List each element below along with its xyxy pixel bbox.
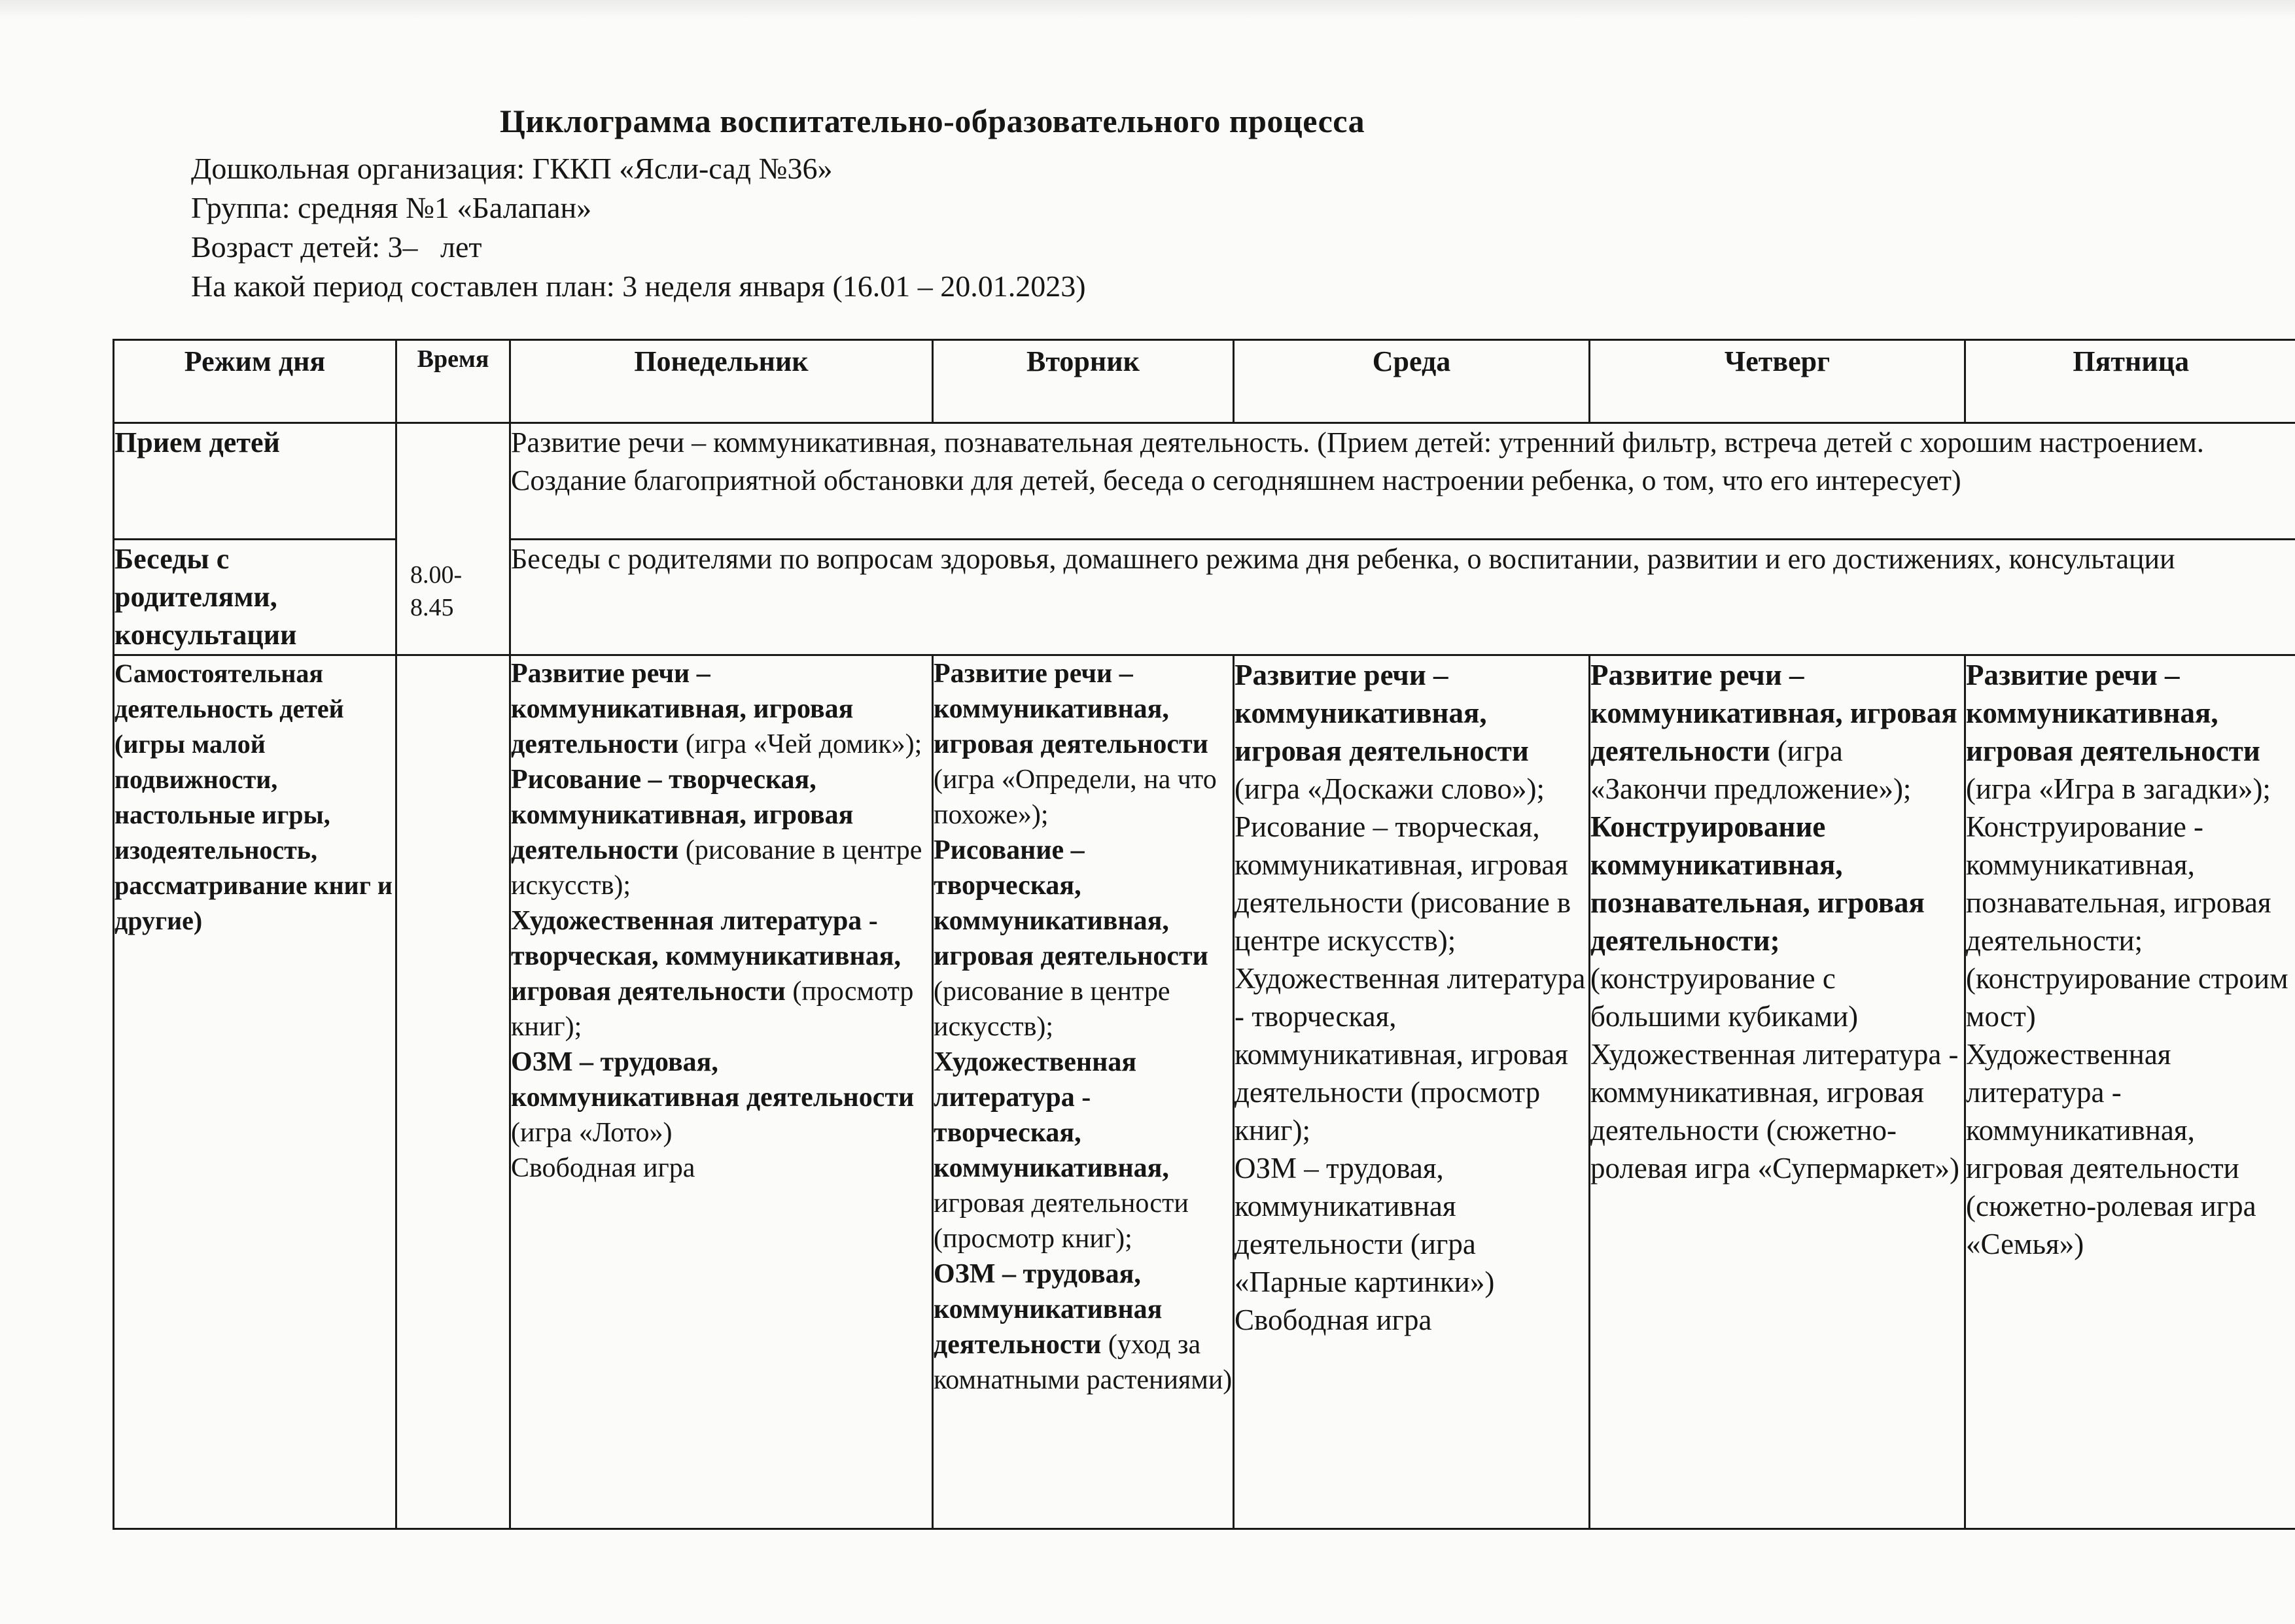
activity-title: Развитие речи – коммуникативная, игровая деятельности	[1590, 659, 1957, 767]
friday-cell	[1965, 655, 2295, 1529]
activity-item	[934, 656, 1233, 833]
activity-item	[1590, 1035, 1964, 1187]
activity-title: ОЗМ – трудовая, коммуникативная деятельности	[511, 1047, 915, 1113]
activity-detail: Художественная литература - коммуникативная, игровая деятельности (сюжетно-ролевая игра «Супермаркет»)	[1590, 1038, 1959, 1184]
parents-text-cell	[510, 540, 2295, 655]
activity-detail: Рисование – творческая, коммуникативная, игровая деятельности (рисование в центре искусств);	[1235, 810, 1571, 957]
document-title: Циклограмма воспитательно-образовательного процесса	[499, 103, 1365, 139]
activity-detail: (игра «Закончи предложение»);	[1590, 734, 1912, 805]
reception-text-cell	[510, 423, 2295, 540]
meta-age: Возраст детей: 3– лет	[191, 230, 482, 264]
meta-group: Группа: средняя №1 «Балапан»	[191, 191, 592, 224]
wednesday-cell	[1234, 655, 1590, 1529]
row-independent	[114, 655, 2295, 1529]
activity-item	[1966, 1035, 2295, 1263]
monday-activities	[511, 656, 932, 1186]
activity-detail: Художественная литература - творческая, коммуникативная, игровая деятельности (просмотр книг);	[1235, 962, 1586, 1147]
reception-text: Развитие речи – коммуникативная, познавательная деятельность. (Прием детей: утренний фильтр, встреча детей с хорошим настроением. Создание благоприятной обстановки для детей, беседа о сегодняшнем настроении ребенка, о том, что его интересует)	[511, 426, 2204, 496]
activity-detail: ОЗМ – трудовая, коммуникативная деятельности (игра «Парные картинки»)	[1235, 1152, 1495, 1298]
header-wednesday: Среда	[1234, 340, 1590, 423]
header-monday: Понедельник	[510, 340, 933, 423]
parents-label-cell	[114, 540, 396, 655]
activity-item	[1235, 808, 1588, 959]
activity-item	[1966, 808, 2295, 1035]
activity-detail: (рисование в центре искусств);	[511, 835, 922, 901]
activity-item	[511, 1150, 932, 1186]
activity-detail: (рисование в центре искусств);	[934, 976, 1170, 1042]
activity-title: ОЗМ – трудовая, коммуникативная деятельности	[934, 1259, 1163, 1360]
activity-title: Рисование – творческая, коммуникативная, игровая деятельности	[934, 835, 1208, 971]
activity-item	[511, 903, 932, 1045]
activity-item	[1966, 656, 2295, 808]
thursday-cell	[1590, 655, 1965, 1529]
activity-title: Конструирование коммуникативная, познавательная, игровая деятельности;	[1590, 810, 1925, 957]
schedule-table	[113, 339, 2295, 1530]
activity-title: Развитие речи – коммуникативная, игровая деятельности	[1235, 659, 1529, 767]
activity-item	[934, 833, 1233, 1045]
independent-label: Самостоятельная деятельность детей (игры малой подвижности, настольные игры, изодеятельность, рассматривание книг и другие)	[114, 659, 393, 935]
activity-detail: Художественная литература - коммуникативная, игровая деятельности (сюжетно-ролевая игра «Семья»)	[1966, 1038, 2256, 1260]
activity-item	[511, 656, 932, 762]
activity-detail: Свободная игра	[1235, 1304, 1432, 1336]
header-time: Время	[396, 340, 510, 423]
activity-detail: (уход за комнатными растениями)	[934, 1330, 1233, 1395]
activity-item	[934, 1256, 1233, 1398]
activity-item	[1235, 656, 1588, 808]
header-thursday: Четверг	[1590, 340, 1965, 423]
activity-detail: (игра «Определи, на что похоже»);	[934, 765, 1217, 830]
meta-organization: Дошкольная организация: ГККП «Ясли-сад №36»	[191, 152, 833, 185]
activity-item	[511, 762, 932, 903]
tuesday-activities	[934, 656, 1233, 1398]
monday-cell	[510, 655, 933, 1529]
activity-detail: (игра «Игра в загадки»);	[1966, 772, 2271, 805]
activity-detail: (просмотр книг);	[511, 976, 914, 1042]
activity-item	[1590, 808, 1964, 1035]
activity-detail: (игра «Доскажи слово»);	[1235, 772, 1545, 805]
activity-title: Развитие речи – коммуникативная, игровая деятельности	[934, 659, 1208, 759]
activity-item	[1235, 959, 1588, 1149]
header-row	[114, 340, 2295, 423]
activity-detail: (конструирование с большими кубиками)	[1590, 962, 1859, 1033]
activity-detail: игровая деятельности (просмотр книг);	[934, 1188, 1189, 1254]
header-regime: Режим дня	[114, 340, 396, 423]
meta-period: На какой период составлен план: 3 неделя января (16.01 – 20.01.2023)	[191, 269, 1086, 303]
document-meta	[191, 149, 1086, 306]
activity-title: Художественная литература - творческая, коммуникативная,	[934, 1047, 1169, 1183]
row-reception	[114, 423, 2295, 540]
header-tuesday: Вторник	[933, 340, 1234, 423]
reception-label: Прием детей	[114, 426, 280, 458]
activity-detail: (игра «Лото»)	[511, 1118, 673, 1148]
activity-title: Художественная литература - творческая, коммуникативная, игровая деятельности	[511, 906, 901, 1007]
activity-title: Развитие речи – коммуникативная, игровая деятельности	[511, 659, 854, 759]
activity-item	[1235, 1301, 1588, 1339]
parents-label: Беседы с родителями, консультации	[114, 543, 297, 651]
header-friday: Пятница	[1965, 340, 2295, 423]
activity-item	[934, 1045, 1233, 1256]
tuesday-cell	[933, 655, 1234, 1529]
wednesday-activities	[1235, 656, 1588, 1339]
activity-detail: (игра «Чей домик»);	[678, 729, 922, 759]
activity-item	[511, 1045, 932, 1150]
activity-item	[1590, 656, 1964, 808]
friday-activities	[1966, 656, 2295, 1263]
independent-label-cell	[114, 655, 396, 1529]
parents-text: Беседы с родителями по вопросам здоровья, домашнего режима дня ребенка, о воспитании, развитии и его достижениях, консультации	[511, 543, 2175, 575]
activity-item	[1235, 1149, 1588, 1301]
reception-label-cell	[114, 423, 396, 540]
thursday-activities	[1590, 656, 1964, 1187]
activity-title: Рисование – творческая, коммуникативная, игровая деятельности	[511, 765, 854, 865]
activity-detail: Конструирование - коммуникативная, познавательная, игровая деятельности; (конструирование строим мост)	[1966, 810, 2288, 1033]
independent-time-cell	[396, 655, 510, 1529]
scan-shadow	[0, 0, 2295, 20]
time-value: 8.00- 8.45	[410, 561, 463, 621]
activity-title: Развитие речи – коммуникативная, игровая деятельности	[1966, 659, 2260, 767]
time-cell	[396, 423, 510, 655]
activity-detail: Свободная игра	[511, 1153, 695, 1183]
